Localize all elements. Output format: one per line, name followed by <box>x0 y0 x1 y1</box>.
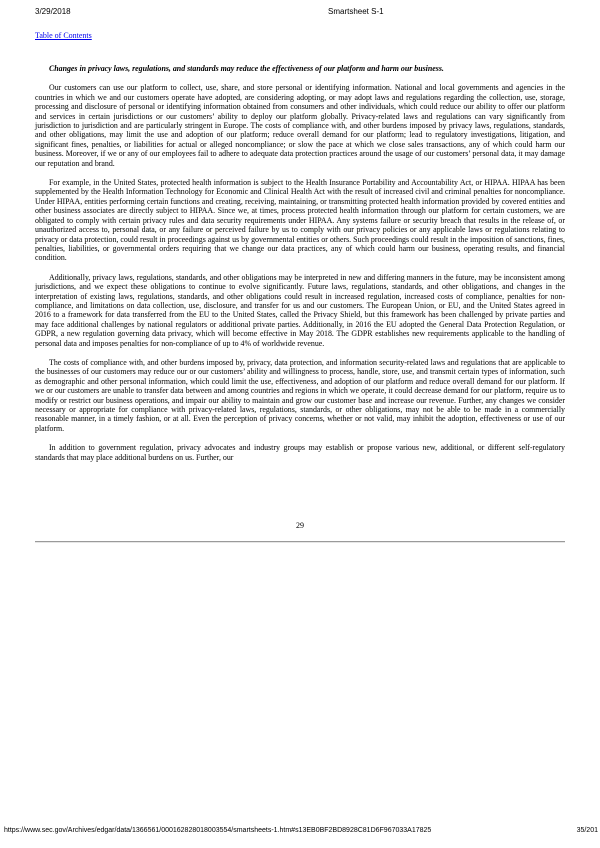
print-footer <box>4 827 598 839</box>
print-header <box>35 7 565 19</box>
paragraph: The costs of compliance with, and other burdens imposed by, privacy, data protection, and information security-related laws and regulations that are applicable to the businesses of our customers may reduce our or our customers’ ability and willingness to process, handle, store, use, and transmit certain types of information, such as demographic and other personal information, which could limit the use, effectiveness, and adoption of our platform and reduce overall demand for our platform. If we or our customers are unable to transfer data between and among countries and regions in which we operate, it could decrease demand for our platform, require us to modify or restrict our business operations, and impair our ability to maintain and grow our customer base and increase our revenue. Further, any changes we consider necessary or appropriate for compliance with privacy-related laws, regulations, standards, or other obligations, may not be able to be made in a commercially reasonable manner, in a timely fashion, or at all. Even the perception of privacy concerns, whether or not valid, may inhibit the adoption, effectiveness or use of our platform. <box>35 357 565 433</box>
section-heading: Changes in privacy laws, regulations, and standards may reduce the effectiveness of our platform and harm our business. <box>49 64 444 73</box>
print-document-title: Smartsheet S-1 <box>328 7 384 16</box>
table-of-contents-link[interactable]: Table of Contents <box>35 31 92 40</box>
print-url: https://www.sec.gov/Archives/edgar/data/1366561/000162828018003554/smartsheets-1.htm#s13EB0BF2BD8928C81D6F967033A17825 <box>4 827 432 834</box>
print-date: 3/29/2018 <box>35 7 71 16</box>
page-divider <box>35 541 565 543</box>
paragraph: Our customers can use our platform to collect, use, share, and store personal or identifying information. National and local governments and agencies in the countries in which we and our customers operate have adopted, are considering adopting, or may adopt laws and regulations regarding the collection, use, storage, processing and disclosure of personal or identifying information obtained from consumers and other individuals, which could reduce our ability to offer our platform and services in certain jurisdictions or our customers’ ability to deploy our platform globally. Privacy-related laws and regulations can vary significantly from jurisdiction to jurisdiction and are particularly stringent in Europe. The costs of compliance with, and other burdens imposed by privacy laws, regulations, standards, and other obligations, may limit the use and adoption of our platform; reduce overall demand for our platform; lead to regulatory investigations, litigation, and significant fines, penalties, or liabilities for actual or alleged noncompliance; or slow the pace at which we close sales transactions, any of which could harm our business. Moreover, if we or any of our employees fail to adhere to adequate data protection practices around the usage of our customers’ personal data, it may damage our reputation and brand. <box>35 83 565 168</box>
paragraph: For example, in the United States, protected health information is subject to the Health Insurance Portability and Accountability Act, or HIPAA. HIPAA has been supplemented by the Health Information Technology for Economic and Clinical Health Act with the result of increased civil and criminal penalties for noncompliance. Under HIPAA, entities performing certain functions and creating, receiving, maintaining, or transmitting protected health information provided by covered entities and other business associates are directly subject to HIPAA. Since we, at times, process protected health information through our platform for certain customers, we are obligated to comply with certain privacy rules and data security requirements under HIPAA. Any systems failure or security breach that results in the release of, or unauthorized access to, personal data, or any failure or perceived failure by us to comply with our privacy policies or any applicable laws or regulations relating to privacy or data protection, could result in proceedings against us by governmental entities or others. Such proceedings could result in the imposition of sanctions, fines, penalties, liabilities, or governmental orders requiring that we change our data practices, any of which could harm our business, operating results, and financial condition. <box>35 178 565 263</box>
page-number: 29 <box>296 521 304 530</box>
paragraph: Additionally, privacy laws, regulations, standards, and other obligations may be interpreted in new and differing manners in the future, may be inconsistent among jurisdictions, and we expect these obligations to continue to evolve significantly. Future laws, regulations, standards, and other obligations, and changes in the interpretation of existing laws, regulations, standards, and other obligations could result in increased regulation, increased costs of compliance, penalties for non-compliance, and limitations on data collection, use, disclosure, and transfer for us and our customers. The European Union, or EU, and the United States agreed in 2016 to a framework for data transferred from the EU to the United States, called the Privacy Shield, but this framework has been challenged by private parties and may face additional challenges by national regulators or additional private parties. Additionally, in 2016 the EU adopted the General Data Protection Regulation, or GDPR, a new regulation governing data privacy, which will become effective in May 2018. The GDPR establishes new requirements applicable to the handling of personal data and imposes penalties for non-compliance of up to 4% of worldwide revenue. <box>35 272 565 348</box>
paragraph: In addition to government regulation, privacy advocates and industry groups may establish or propose various new, additional, or different self-regulatory standards that may place additional burdens on us. Further, our <box>35 443 565 462</box>
print-page-count: 35/201 <box>576 827 598 834</box>
risk-factor-section <box>35 64 565 472</box>
